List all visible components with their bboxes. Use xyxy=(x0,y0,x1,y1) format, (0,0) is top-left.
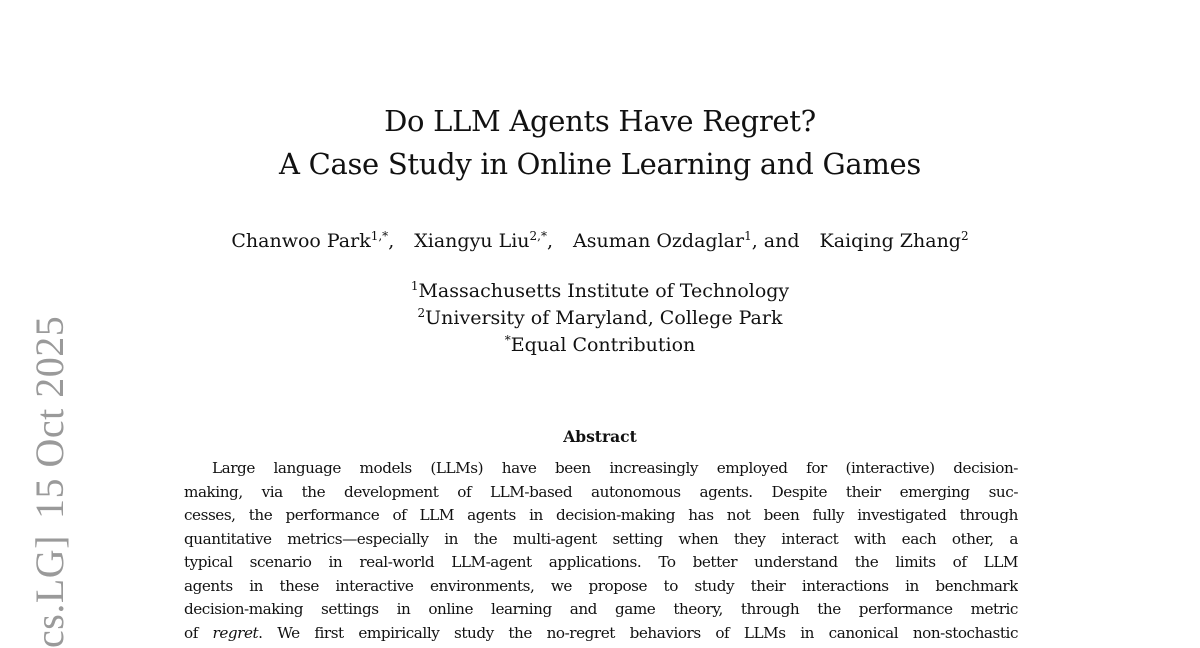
author xyxy=(414,227,553,255)
abstract-line: quantitative metrics—especially in the multi-agent setting when they interact with each other, a xyxy=(184,529,1018,548)
arxiv-category: cs.LG] xyxy=(27,535,72,648)
affiliation-mark: 1 xyxy=(410,279,419,293)
author-affil-mark: 2 xyxy=(960,229,969,243)
author xyxy=(231,227,394,255)
affiliation-list xyxy=(0,278,1200,359)
abstract-line: making, via the development of LLM-based autonomous agents. Despite their emerging suc- xyxy=(184,482,1018,501)
abstract-line: typical scenario in real-world LLM-agent applications. To better understand the limits of LLM xyxy=(184,553,1018,571)
arxiv-date: 15 Oct 2025 xyxy=(27,315,72,520)
abstract-heading: Abstract xyxy=(563,427,637,446)
title-line-2: A Case Study in Online Learning and Games xyxy=(279,147,921,181)
abstract-emphasis-regret: regret xyxy=(212,623,259,642)
author-name: Kaiqing Zhang xyxy=(819,230,961,252)
title-line-1: Do LLM Agents Have Regret? xyxy=(384,104,816,138)
arxiv-side-identifier xyxy=(26,316,73,648)
affiliation-text: Equal Contribution xyxy=(510,334,696,356)
affiliation xyxy=(0,305,1200,332)
abstract-line xyxy=(184,622,1018,646)
abstract-line: cesses, the performance of LLM agents in decision-making has not been fully investigated through xyxy=(184,506,1018,524)
author-separator: , xyxy=(546,230,554,252)
affiliation-text: University of Maryland, College Park xyxy=(425,307,783,329)
affiliation-mark: * xyxy=(504,333,511,347)
author xyxy=(820,227,969,255)
affiliation-mark: 2 xyxy=(417,306,426,320)
abstract-line-prefix: of xyxy=(184,623,213,642)
author-separator: , xyxy=(388,230,395,252)
author-name: Xiangyu Liu xyxy=(414,230,530,252)
author-affil-mark: 1,* xyxy=(370,229,389,243)
abstract-line-suffix: . We first empirically study the no-regret behaviors of LLMs in canonical non-stochastic xyxy=(258,623,1018,642)
author-affil-mark: 2,* xyxy=(529,229,547,243)
affiliation xyxy=(0,278,1200,305)
paper-title xyxy=(0,100,1200,186)
affiliation-text: Massachusetts Institute of Technology xyxy=(418,280,790,302)
author-separator: , and xyxy=(751,230,800,252)
author xyxy=(573,227,800,255)
abstract-line: decision-making settings in online learning and game theory, through the performance metric xyxy=(184,600,1018,618)
author-name: Chanwoo Park xyxy=(231,230,371,252)
abstract-line: Large language models (LLMs) have been increasingly employed for (interactive) decision- xyxy=(212,459,1018,477)
author-list xyxy=(0,227,1200,255)
author-affil-mark: 1 xyxy=(744,229,752,243)
author-name: Asuman Ozdaglar xyxy=(573,230,745,252)
abstract-body xyxy=(184,457,1018,645)
abstract-line: agents in these interactive environments, we propose to study their interactions in benchmark xyxy=(184,576,1018,595)
affiliation xyxy=(0,332,1200,359)
